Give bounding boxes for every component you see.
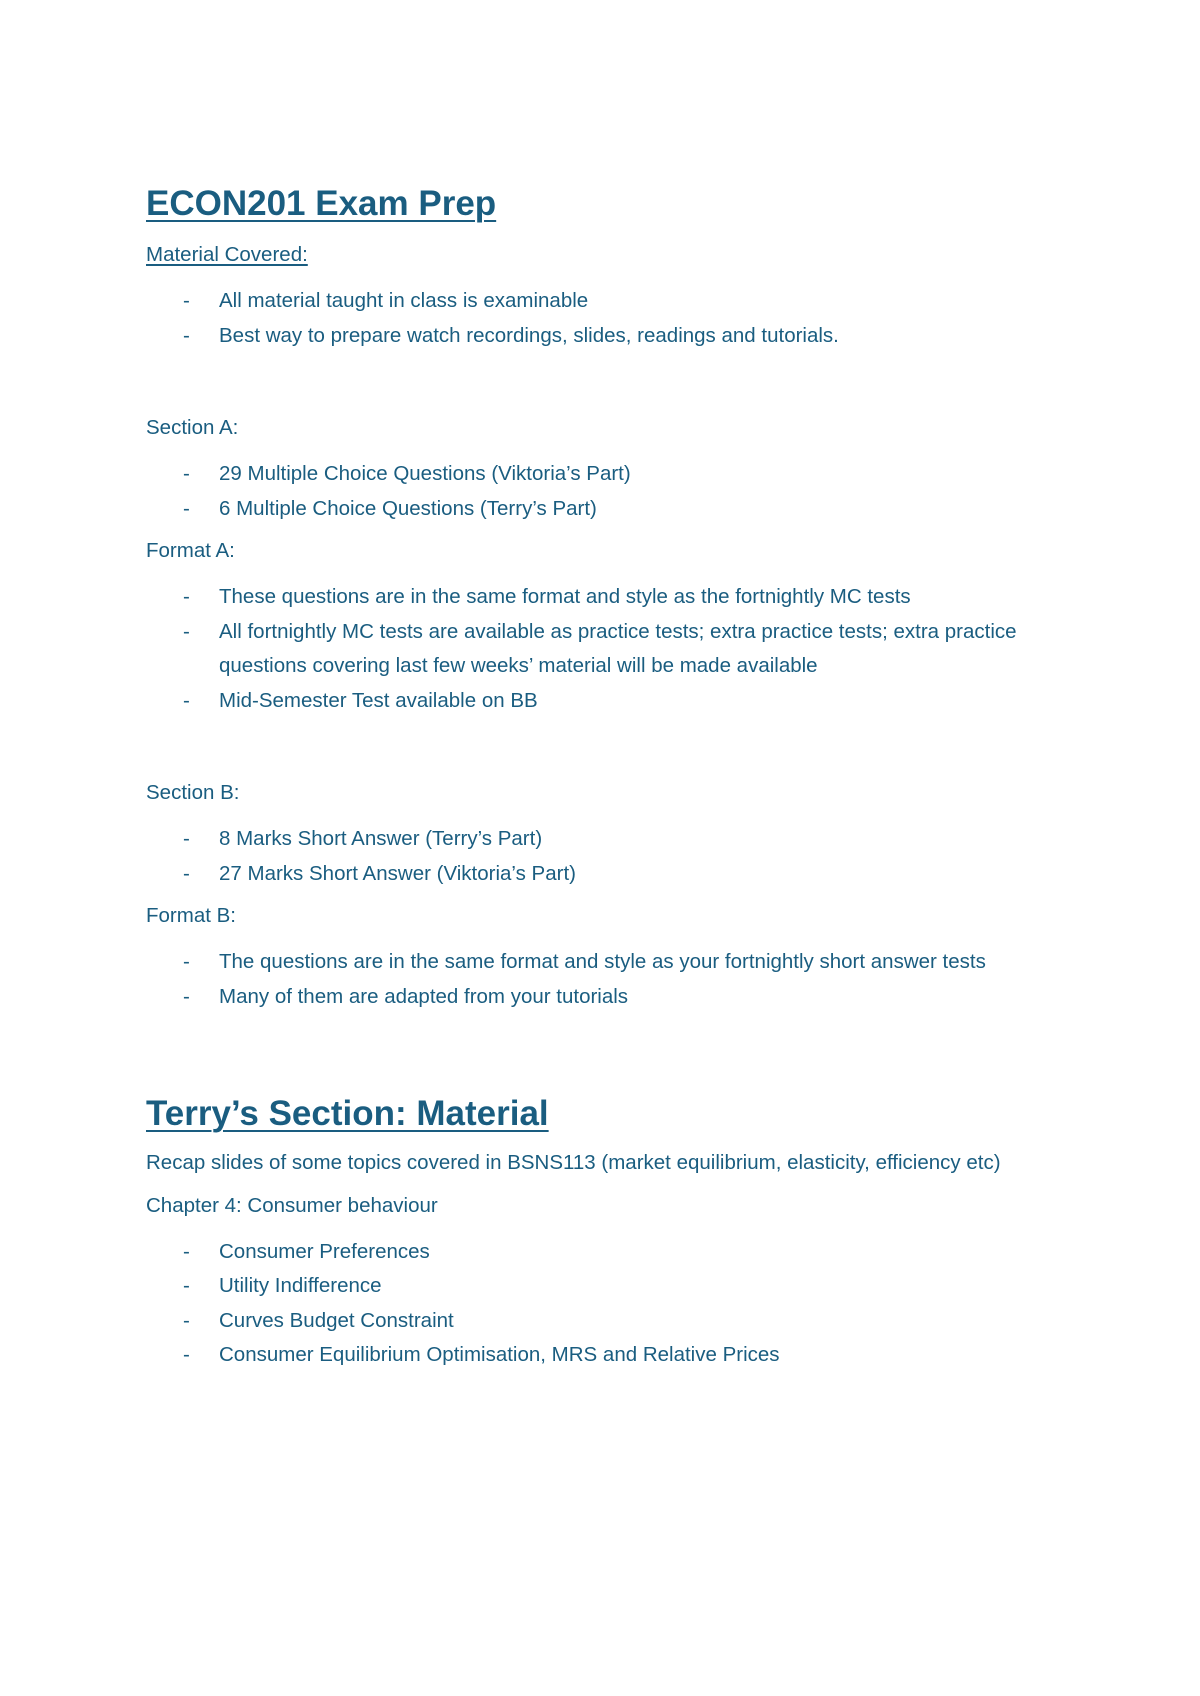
material-covered-list: [146, 284, 1066, 353]
dash-bullet: -: [183, 462, 190, 485]
document-page: [146, 180, 1066, 1373]
list-item: - Mid-Semester Test available on BB: [146, 684, 1066, 719]
format-a-heading: Format A:: [146, 539, 235, 562]
list-item: - 8 Marks Short Answer (Terry’s Part): [146, 822, 1066, 857]
dash-bullet: -: [183, 861, 190, 885]
list-item: - Consumer Equilibrium Optimisation, MRS and Relative Prices: [146, 1338, 1066, 1373]
list-item: - Consumer Preferences: [146, 1235, 1066, 1270]
dash-bullet: -: [183, 1343, 190, 1366]
list-item: - All material taught in class is examinable: [146, 284, 1066, 319]
dash-bullet: -: [183, 1239, 190, 1263]
recap-paragraph: Recap slides of some topics covered in BSNS113 (market equilibrium, elasticity, efficiency etc): [146, 1151, 1001, 1174]
chapter-4-heading: Chapter 4: Consumer behaviour: [146, 1193, 438, 1217]
section-a-list: [146, 457, 1066, 526]
format-b-list: [146, 945, 1066, 1014]
chapter-4-list: [146, 1235, 1066, 1373]
section-b-heading: Section B:: [146, 781, 240, 804]
list-item: - 6 Multiple Choice Questions (Terry’s Part): [146, 492, 1066, 527]
dash-bullet: -: [183, 950, 190, 973]
section-a-heading: Section A:: [146, 416, 239, 439]
list-item: - 27 Marks Short Answer (Viktoria’s Part): [146, 857, 1066, 892]
dash-bullet: -: [183, 289, 190, 312]
list-item: - Utility Indifference: [146, 1269, 1066, 1304]
dash-bullet: -: [183, 688, 190, 712]
dash-bullet: -: [183, 1308, 190, 1332]
dash-bullet: -: [183, 827, 190, 850]
dash-bullet: -: [183, 585, 190, 608]
material-covered-heading: Material Covered:: [146, 243, 308, 266]
list-item: - These questions are in the same format and style as the fortnightly MC tests: [146, 580, 1066, 615]
list-item: - 29 Multiple Choice Questions (Viktoria’s Part): [146, 457, 1066, 492]
list-item: - All fortnightly MC tests are available as practice tests; extra practice tests; extra practice questions covering last few weeks’ material will be made available: [146, 615, 1066, 684]
dash-bullet: -: [183, 1274, 190, 1297]
dash-bullet: -: [183, 496, 190, 520]
section-b-list: [146, 822, 1066, 891]
dash-bullet: -: [183, 323, 190, 347]
list-item: - Best way to prepare watch recordings, slides, readings and tutorials.: [146, 319, 1066, 354]
list-item: - Curves Budget Constraint: [146, 1304, 1066, 1339]
format-b-heading: Format B:: [146, 904, 236, 927]
document-title: ECON201 Exam Prep: [146, 184, 497, 223]
list-item: - The questions are in the same format and style as your fortnightly short answer tests: [146, 945, 1066, 980]
dash-bullet: -: [183, 619, 190, 643]
terry-section-title: Terry’s Section: Material: [146, 1094, 549, 1133]
format-a-list: [146, 580, 1066, 718]
list-item: - Many of them are adapted from your tutorials: [146, 980, 1066, 1015]
dash-bullet: -: [183, 984, 190, 1008]
